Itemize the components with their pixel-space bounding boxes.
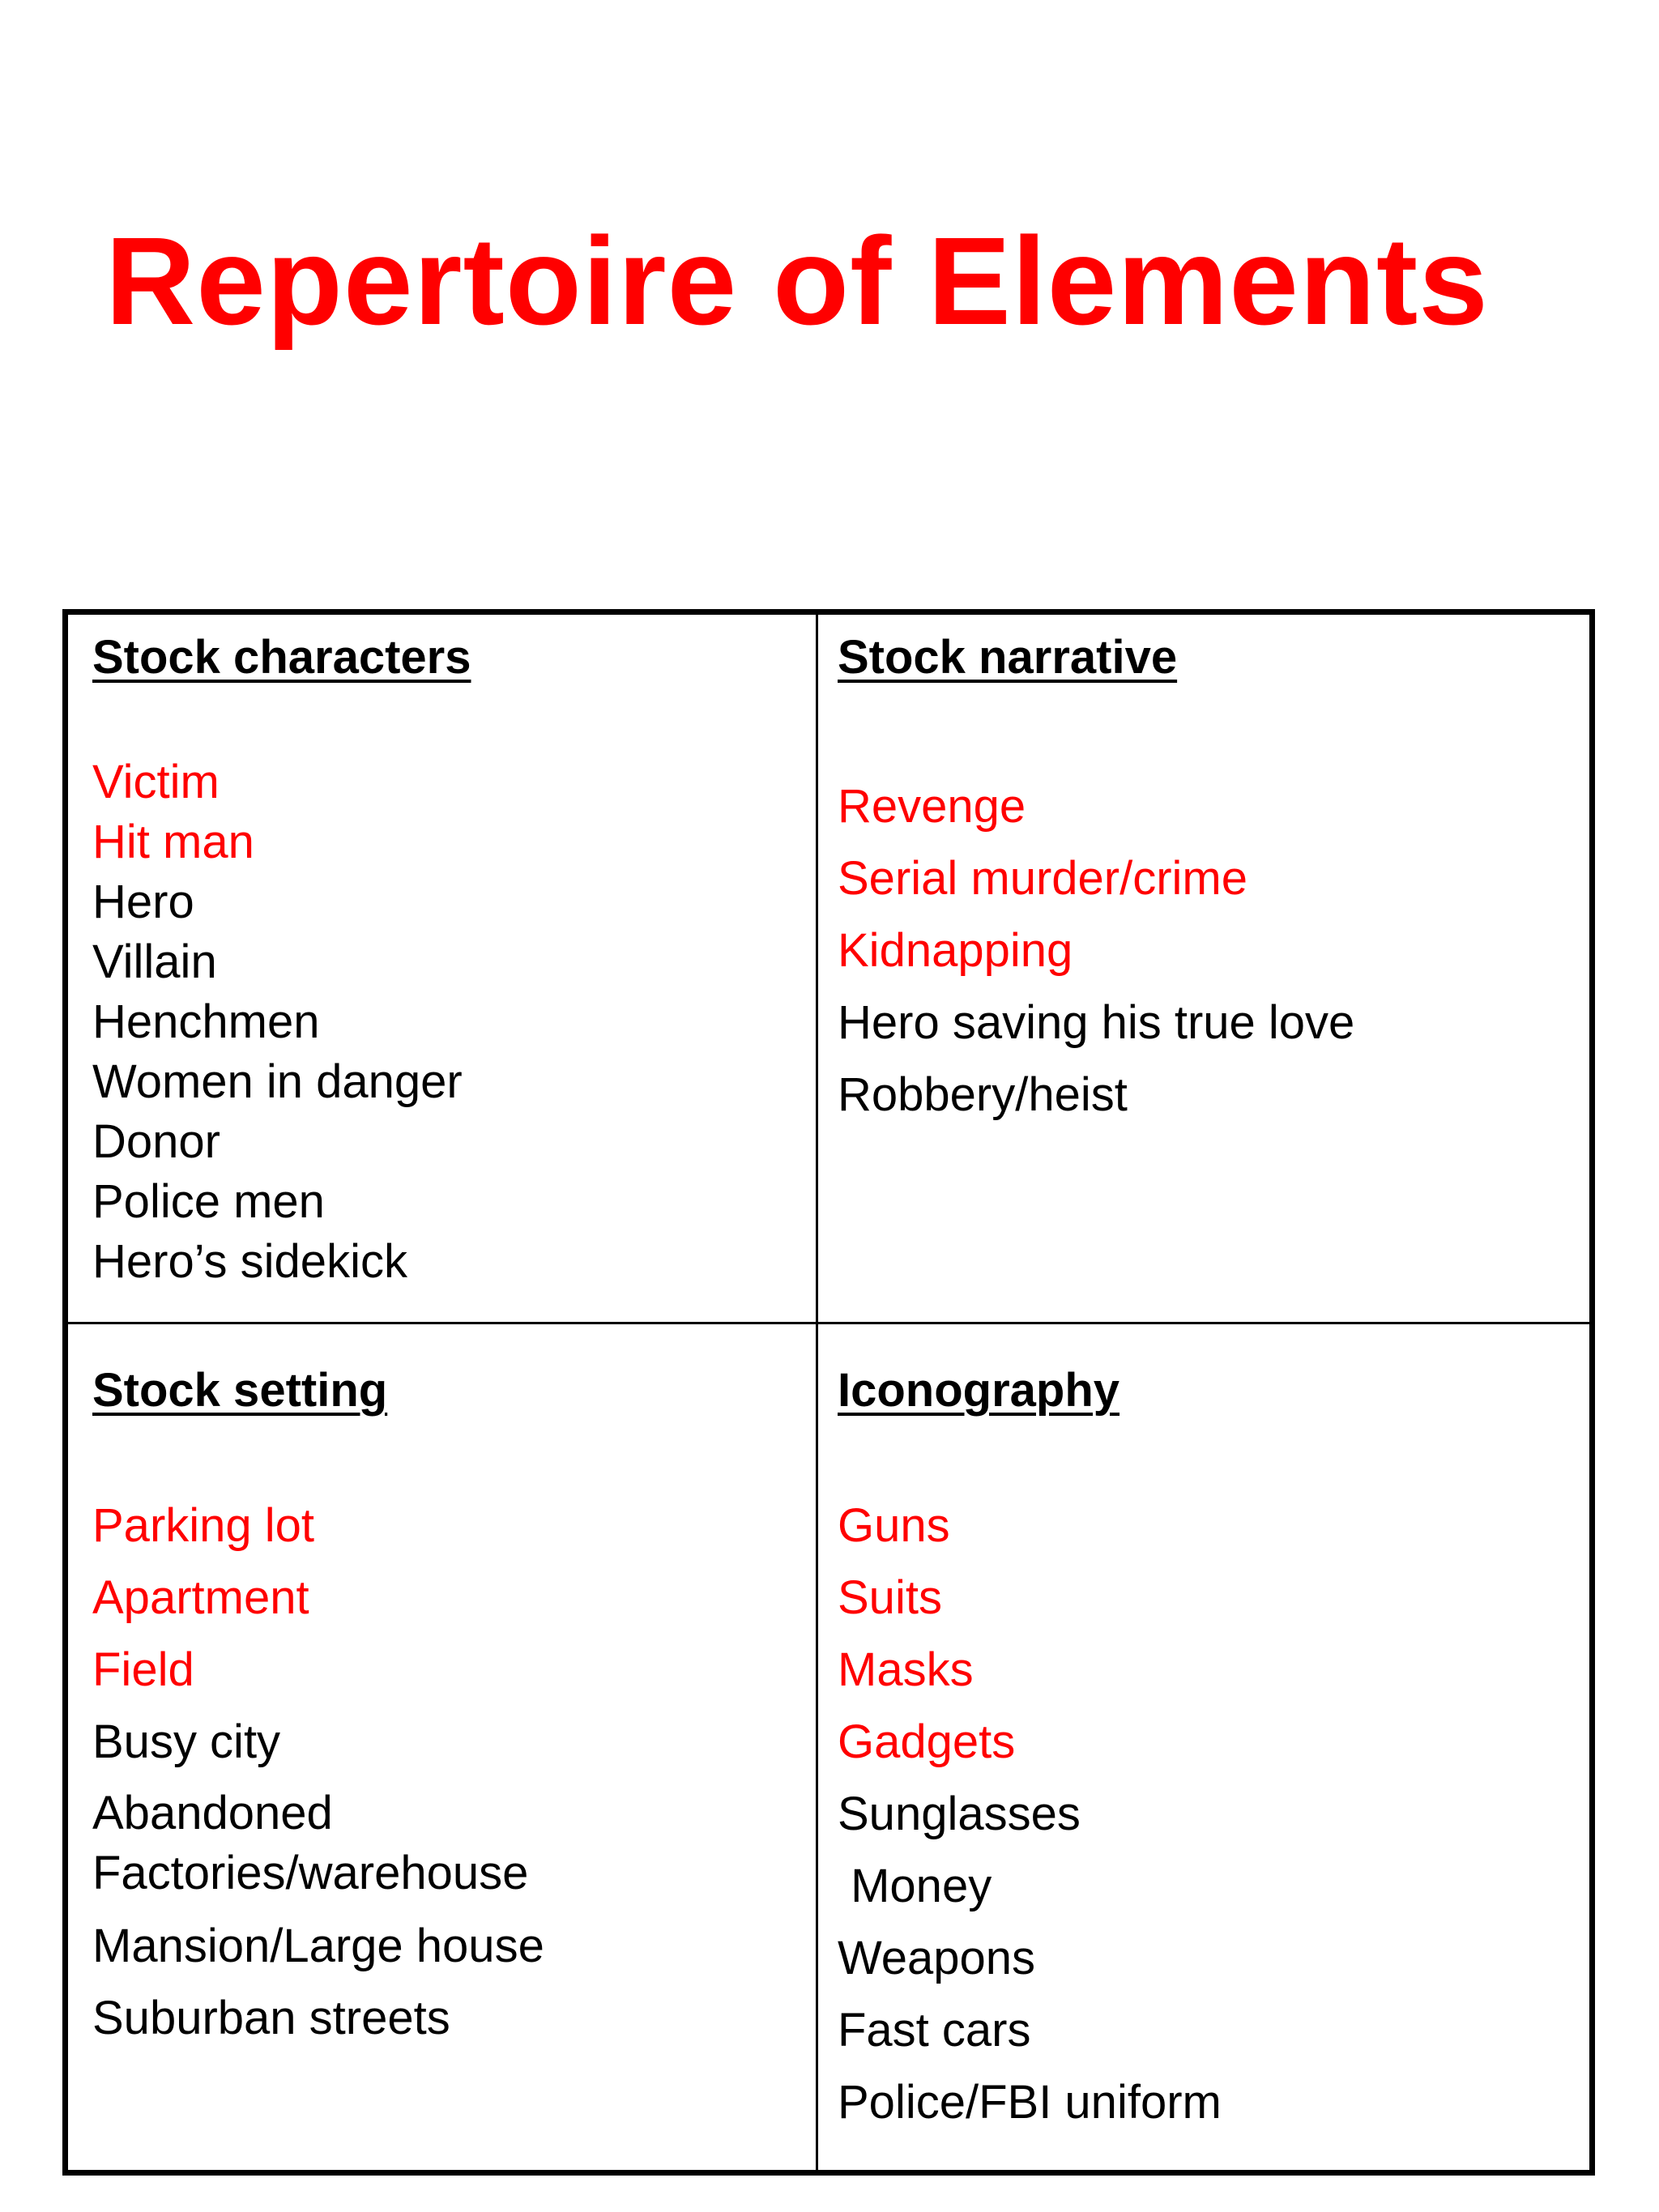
list-item: Police men bbox=[92, 1175, 325, 1228]
list-item: Field bbox=[92, 1643, 194, 1696]
list-item: Guns bbox=[838, 1499, 950, 1552]
item-list bbox=[92, 1490, 544, 2054]
elements-table bbox=[62, 609, 1595, 2176]
list-item: Apartment bbox=[92, 1571, 309, 1624]
list-item: Suburban streets bbox=[92, 1992, 450, 2044]
cell-heading: Stock characters bbox=[92, 631, 471, 684]
list-item: Hit man bbox=[92, 816, 254, 868]
list-item: Revenge bbox=[838, 780, 1026, 833]
list-item: Robbery/heist bbox=[838, 1068, 1128, 1121]
list-item: Villain bbox=[92, 936, 217, 988]
list-item: Mansion/Large house bbox=[92, 1920, 544, 1972]
item-list bbox=[838, 770, 1354, 1131]
list-item: Sunglasses bbox=[838, 1788, 1081, 1840]
list-item: Women in danger bbox=[92, 1055, 463, 1108]
list-item: Victim bbox=[92, 756, 220, 808]
list-item: Donor bbox=[92, 1115, 220, 1168]
list-item: Police/FBI uniform bbox=[838, 2076, 1222, 2129]
list-item-continuation: Factories/warehouse bbox=[92, 1847, 529, 1899]
list-item: Busy city bbox=[92, 1715, 281, 1768]
cell-heading: Iconography bbox=[838, 1364, 1120, 1417]
list-item: Suits bbox=[838, 1571, 942, 1624]
slide-title: Repertoire of Elements bbox=[105, 211, 1489, 351]
item-list bbox=[838, 1490, 1222, 2138]
table-vertical-divider bbox=[816, 615, 818, 2170]
list-item: Gadgets bbox=[838, 1715, 1016, 1768]
list-item: Hero saving his true love bbox=[838, 996, 1355, 1049]
list-item: Money bbox=[838, 1860, 992, 1912]
item-list bbox=[92, 752, 463, 1292]
table-horizontal-divider bbox=[68, 1322, 1589, 1324]
list-item: Parking lot bbox=[92, 1499, 315, 1552]
list-item bbox=[92, 1784, 544, 1903]
list-item: Weapons bbox=[838, 1932, 1035, 1984]
cell-heading: Stock setting bbox=[92, 1364, 388, 1417]
list-item: Hero bbox=[92, 876, 194, 928]
list-item: Fast cars bbox=[838, 2004, 1031, 2056]
list-item: Hero’s sidekick bbox=[92, 1235, 407, 1288]
list-item-text: Abandoned bbox=[92, 1787, 333, 1839]
list-item: Masks bbox=[838, 1643, 974, 1696]
list-item: Serial murder/crime bbox=[838, 852, 1247, 905]
list-item: Henchmen bbox=[92, 995, 320, 1048]
cell-heading: Stock narrative bbox=[838, 631, 1178, 684]
list-item: Kidnapping bbox=[838, 924, 1073, 977]
